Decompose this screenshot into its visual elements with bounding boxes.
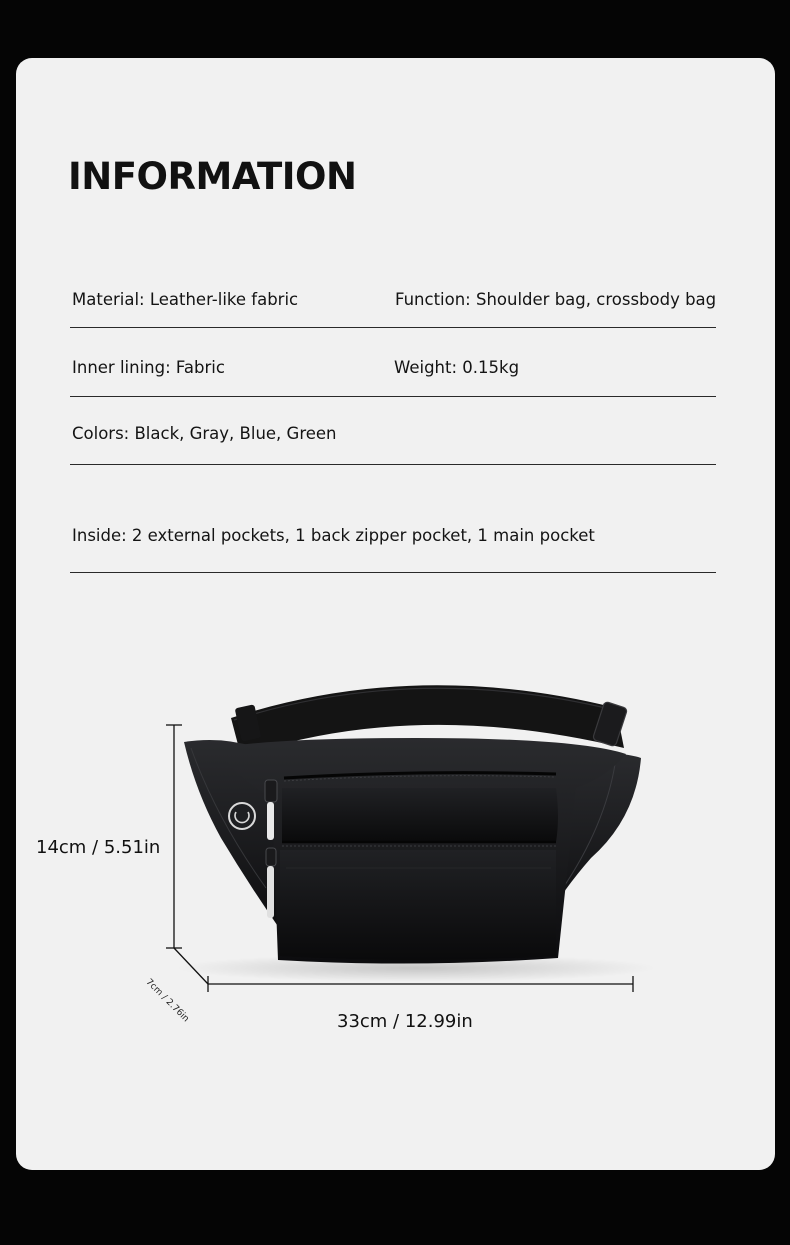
spec-material: Material: Leather-like fabric <box>72 290 299 309</box>
spec-weight: Weight: 0.15kg <box>394 358 520 377</box>
spec-inside: Inside: 2 external pockets, 1 back zipper pocket, 1 main pocket <box>72 526 595 545</box>
waist-bag-image <box>16 58 775 1170</box>
spec-inner-lining: Inner lining: Fabric <box>72 358 225 377</box>
spec-colors: Colors: Black, Gray, Blue, Green <box>72 424 337 443</box>
dimension-width: 33cm / 12.99in <box>337 1011 473 1032</box>
page-title: INFORMATION <box>68 155 357 198</box>
spec-function: Function: Shoulder bag, crossbody bag <box>395 290 717 309</box>
dimension-height: 14cm / 5.51in <box>36 837 161 858</box>
dimension-depth: 7cm / 2.76in <box>143 977 191 1025</box>
info-card <box>16 58 775 1170</box>
